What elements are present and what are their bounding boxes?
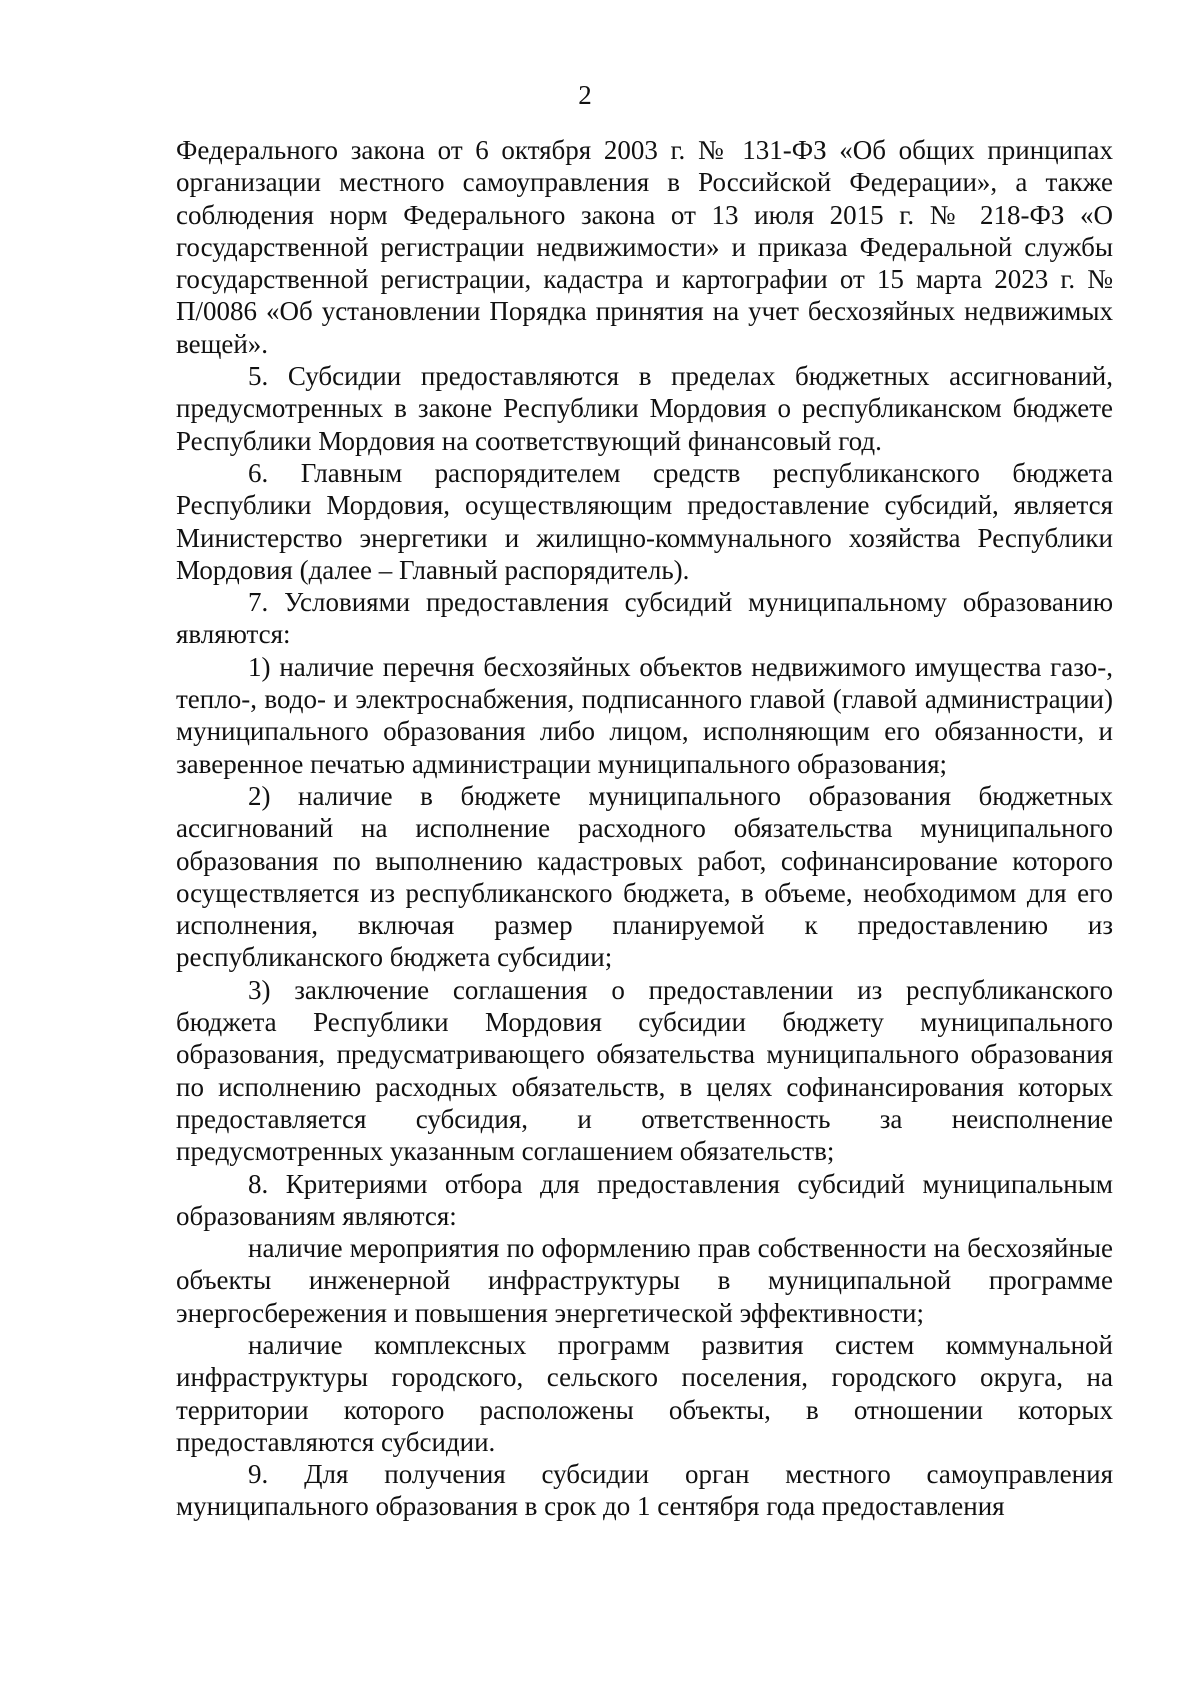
paragraph-item-9: 9. Для получения субсидии орган местного самоуправления муниципального образования в срок до 1 сентября года предоставления <box>176 1459 1113 1522</box>
page-number: 2 <box>578 80 592 110</box>
document-body <box>176 134 1113 1523</box>
paragraph-item-8-criterion-2: наличие комплексных программ развития систем коммунальной инфраструктуры городского, сельского поселения, городского округа, на территории которого расположены объекты, в отношении которых предоставляются субсидии. <box>176 1329 1113 1457</box>
paragraph-item-7-2: 2) наличие в бюджете муниципального образования бюджетных ассигнований на исполнение расходного обязательства муниципального образования по выполнению кадастровых работ, софинансирование которого осуществляется из республиканского бюджета, в объеме, необходимом для его исполнения, включая размер планируемой к предоставлению из республиканского бюджета субсидии; <box>176 780 1113 973</box>
paragraph-item-7-1: 1) наличие перечня бесхозяйных объектов недвижимого имущества газо-, тепло-, водо- и электроснабжения, подписанного главой (главой администрации) муниципального образования либо лицом, исполняющим его обязанности, и заверенное печатью администрации муниципального образования; <box>176 651 1113 779</box>
paragraph-item-6: 6. Главным распорядителем средств республиканского бюджета Республики Мордовия, осуществляющим предоставление субсидий, является Министерство энергетики и жилищно-коммунального хозяйства Республики Мордовия (далее – Главный распорядитель). <box>176 457 1113 585</box>
paragraph-item-5: 5. Субсидии предоставляются в пределах бюджетных ассигнований, предусмотренных в законе Республики Мордовия о республиканском бюджете Республики Мордовия на соответствующий финансовый год. <box>176 361 1113 456</box>
paragraph-item-7-3: 3) заключение соглашения о предоставлении из республиканского бюджета Республики Мордовия субсидии бюджету муниципального образования, предусматривающего обязательства муниципального образования по исполнению расходных обязательств, в целях софинансирования которых предоставляется субсидия, и ответственность за неисполнение предусмотренных указанным соглашением обязательств; <box>176 974 1113 1167</box>
paragraph-item-8-criterion-1: наличие мероприятия по оформлению прав собственности на бесхозяйные объекты инженерной инфраструктуры в муниципальной программе энергосбережения и повышения энергетической эффективности; <box>176 1233 1113 1328</box>
paragraph-intro-continued: Федерального закона от 6 октября 2003 г. № 131-ФЗ «Об общих принципах организации местного самоуправления в Российской Федерации», а также соблюдения норм Федерального закона от 13 июля 2015 г. № 218-ФЗ «О государственной регистрации недвижимости» и приказа Федеральной службы государственной регистрации, кадастра и картографии от 15 марта 2023 г. № П/0086 «Об установлении Порядка принятия на учет бесхозяйных недвижимых вещей». <box>176 135 1113 359</box>
paragraph-item-8: 8. Критериями отбора для предоставления субсидий муниципальным образованиям являются: <box>176 1168 1113 1231</box>
paragraph-item-7: 7. Условиями предоставления субсидий муниципальному образованию являются: <box>176 587 1113 650</box>
